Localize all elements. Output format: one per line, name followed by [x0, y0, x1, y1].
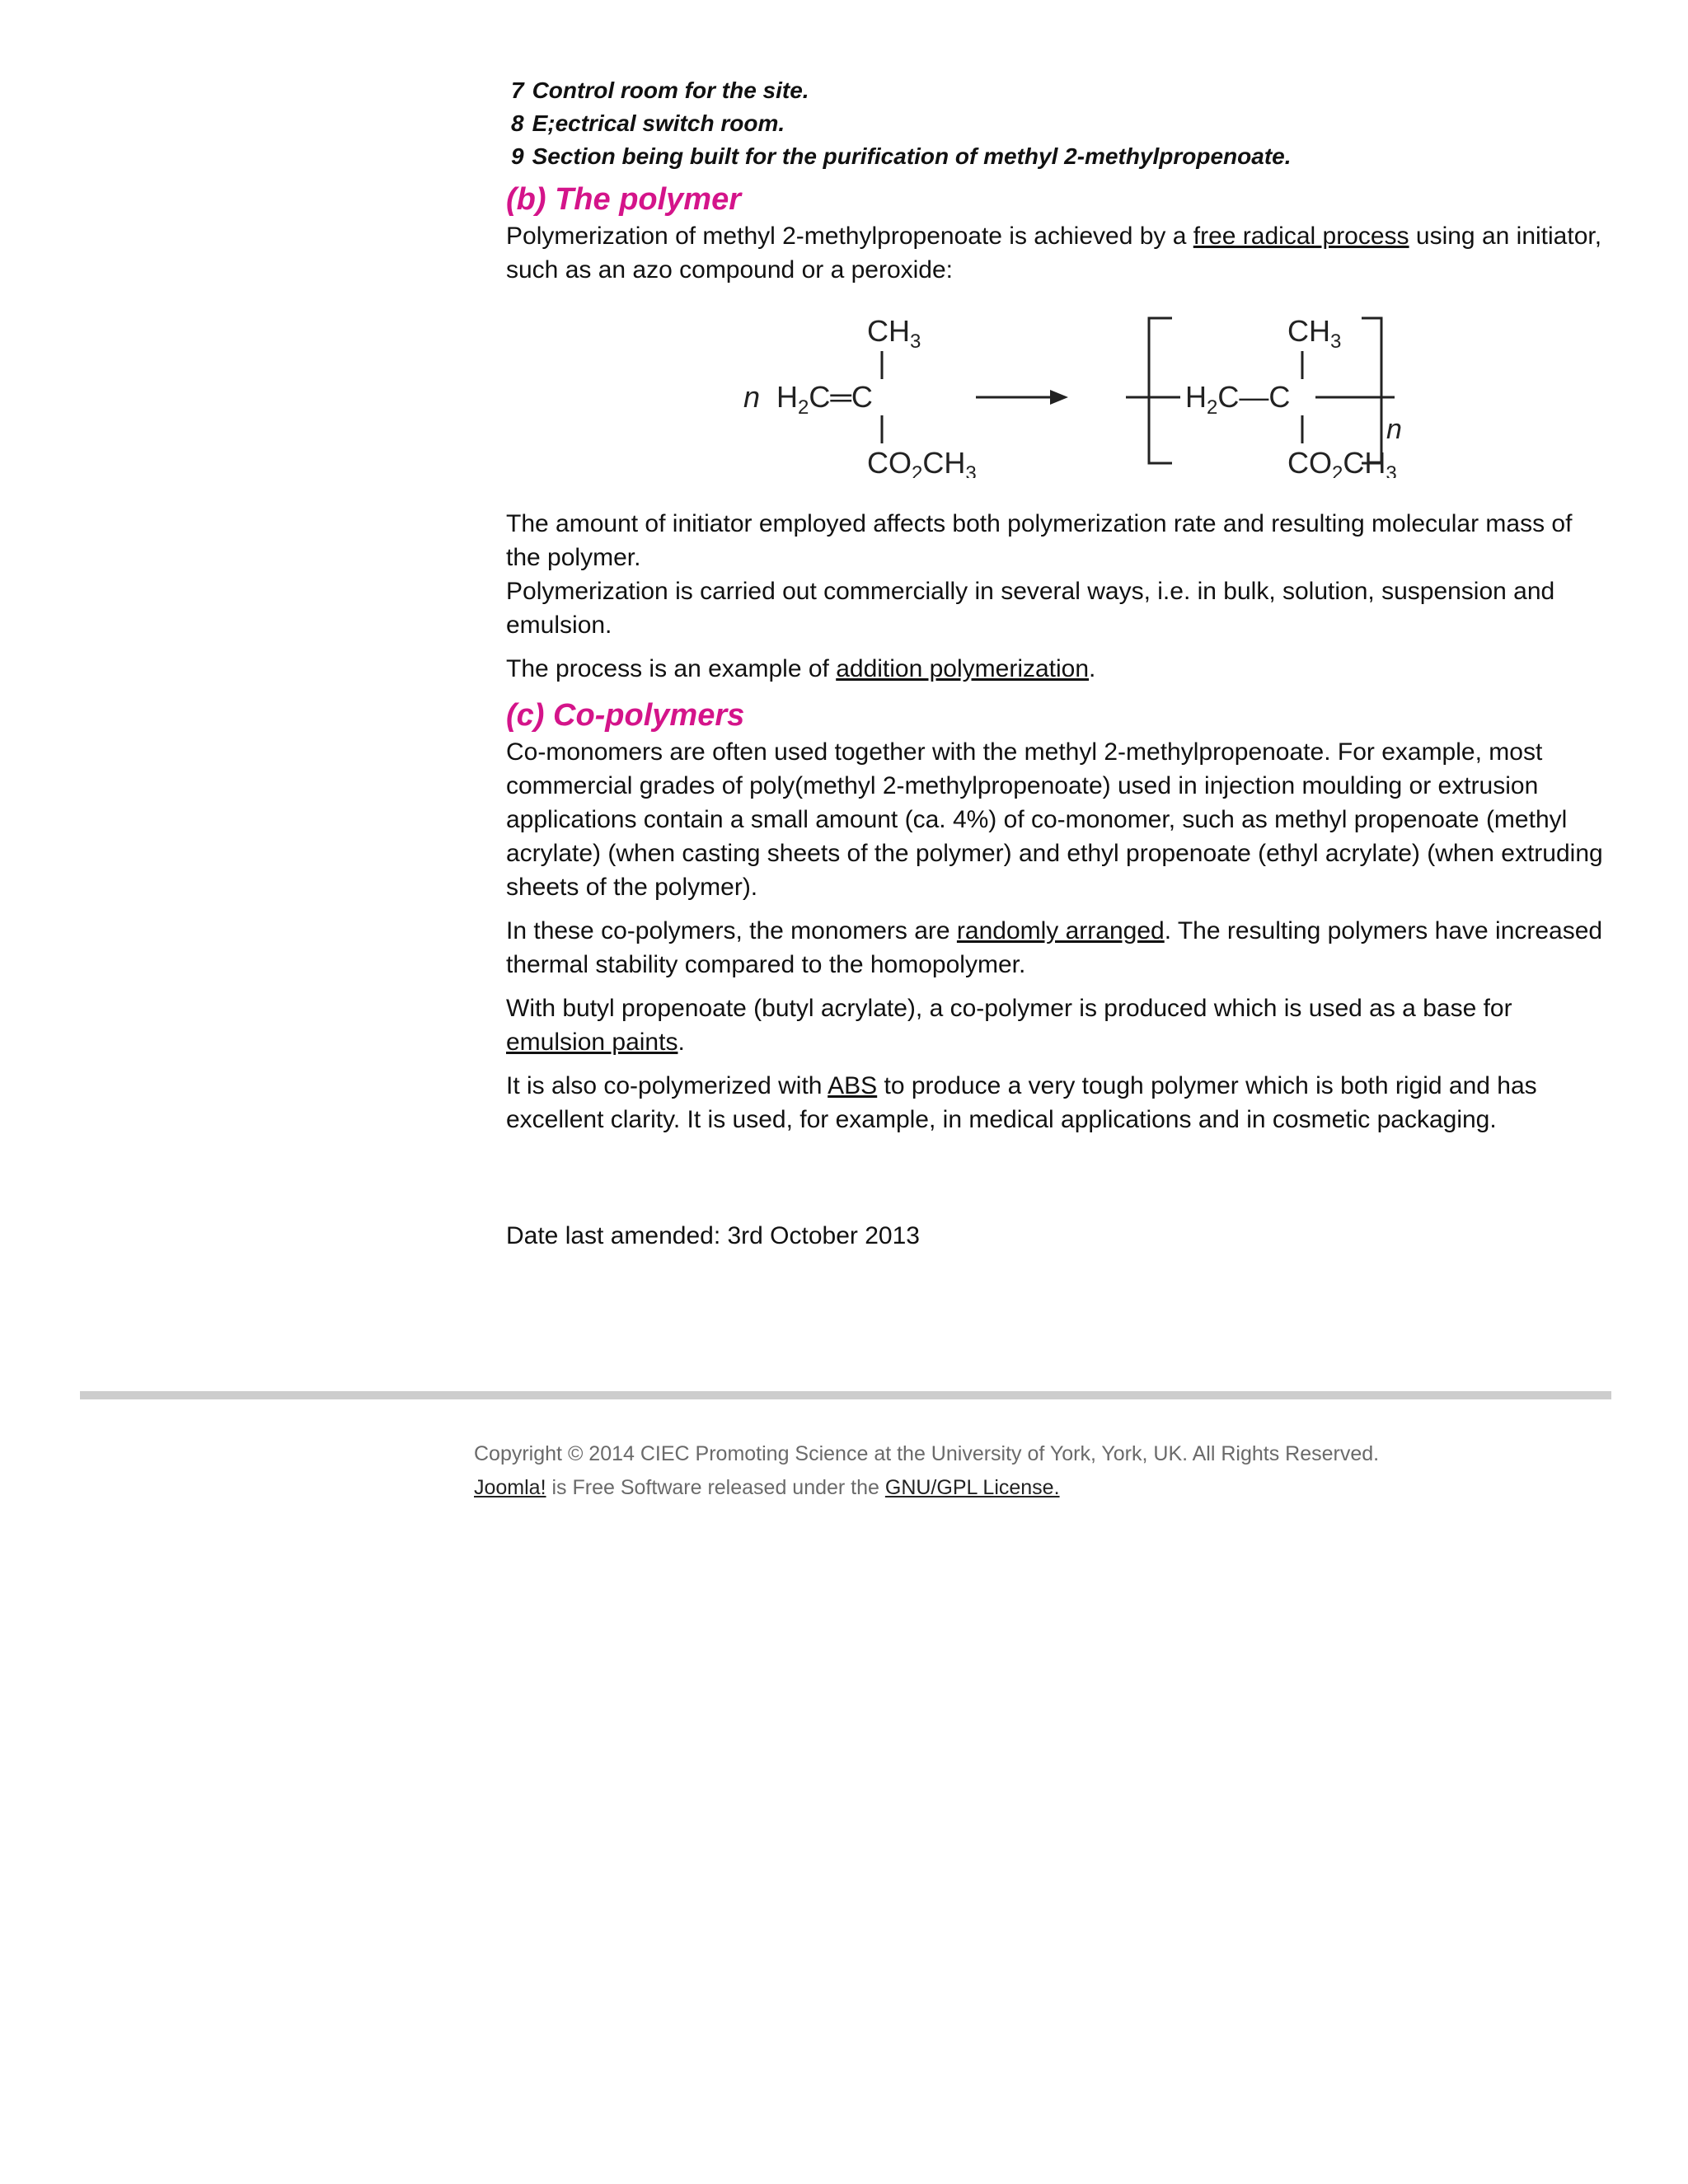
joomla-link[interactable]: Joomla!: [474, 1476, 546, 1499]
emulsion-paints-link[interactable]: emulsion paints: [506, 1029, 678, 1056]
co-monomers-paragraph: Co-monomers are often used together with the methyl 2-methylpropenoate. For example, most commercial grades of poly(methyl 2-methylpropenoate) used in injection moulding or extrusion applications contain a small amount (ca. 4%) of co-monomer, such as methyl propenoate (methyl acrylate) (when casting sheets of the polymer) and ethyl propenoate (ethyl acrylate) (when extruding sheets of the polymer).: [506, 738, 1603, 901]
monomer-ch3: $CH_3$: [867, 314, 921, 353]
polymerization-reaction-diagram: [506, 297, 1611, 487]
random-arrangement-paragraph: In these co-polymers, the monomers are randomly arranged. The resulting polymers have increased thermal stability compared to the homopolymer.: [506, 917, 1603, 978]
reaction-svg: [506, 297, 1611, 478]
monomer-h2c: $H_2C═C$: [776, 380, 873, 419]
caption-item: 9 Section being built for the purification of methyl 2-methylpropenoate.: [511, 143, 1292, 169]
section-b-intro: Polymerization of methyl 2-methylpropenoate is achieved by a free radical process using an initiator, such as an azo compound or a peroxide:: [506, 223, 1602, 284]
abs-link[interactable]: ABS: [828, 1072, 878, 1099]
monomer-co2ch3: $CO_2CH_3$: [867, 446, 977, 478]
free-radical-process-link[interactable]: free radical process: [1193, 223, 1409, 250]
date-last-amended: Date last amended: 3rd October 2013: [506, 1222, 920, 1249]
copyright-text: Copyright © 2014 CIEC Promoting Science at the University of York, York, UK. All Rights Reserved.: [474, 1442, 1380, 1465]
section-b-heading: (b) The polymer: [506, 182, 742, 217]
commercial-methods-paragraph: Polymerization is carried out commercially in several ways, i.e. in bulk, solution, suspension and emulsion.: [506, 578, 1555, 639]
n-label: n: [743, 380, 761, 414]
abs-paragraph: It is also co-polymerized with ABS to produce a very tough polymer which is both rigid and has excellent clarity. It is used, for example, in medical applications and in cosmetic packaging.: [506, 1072, 1537, 1133]
figure-caption-list: [511, 74, 1611, 173]
caption-item: 8 E;ectrical switch room.: [511, 110, 785, 136]
page-footer: [474, 1437, 1545, 1505]
section-c-heading: (c) Co-polymers: [506, 698, 745, 733]
addition-polymerization-link[interactable]: addition polymerization: [836, 655, 1090, 682]
article-content: [506, 74, 1611, 1263]
randomly-arranged-link[interactable]: randomly arranged: [956, 917, 1165, 944]
reaction-arrow-head: [1050, 390, 1068, 405]
butyl-acrylate-paragraph: With butyl propenoate (butyl acrylate), a co-polymer is produced which is used as a base for emulsion paints.: [506, 995, 1512, 1056]
right-bracket: [1362, 318, 1381, 463]
gnu-gpl-license-link[interactable]: GNU/GPL License.: [884, 1476, 1060, 1499]
product-h2c: $H_2C—C$: [1185, 380, 1291, 419]
footer-divider: [80, 1391, 1611, 1399]
repeat-n-label: n: [1386, 414, 1402, 445]
product-ch3: $CH_3$: [1287, 314, 1342, 353]
caption-item: 7 Control room for the site.: [511, 77, 809, 103]
footer-license-line: Joomla! is Free Software released under the GNU/GPL License.: [474, 1476, 1060, 1499]
addition-polymerization-paragraph: The process is an example of addition polymerization.: [506, 655, 1096, 682]
product-co2ch3: $CO_2CH_3$: [1287, 446, 1397, 478]
left-bracket: [1149, 318, 1172, 463]
initiator-paragraph: The amount of initiator employed affects both polymerization rate and resulting molecular mass of the polymer.: [506, 510, 1573, 571]
